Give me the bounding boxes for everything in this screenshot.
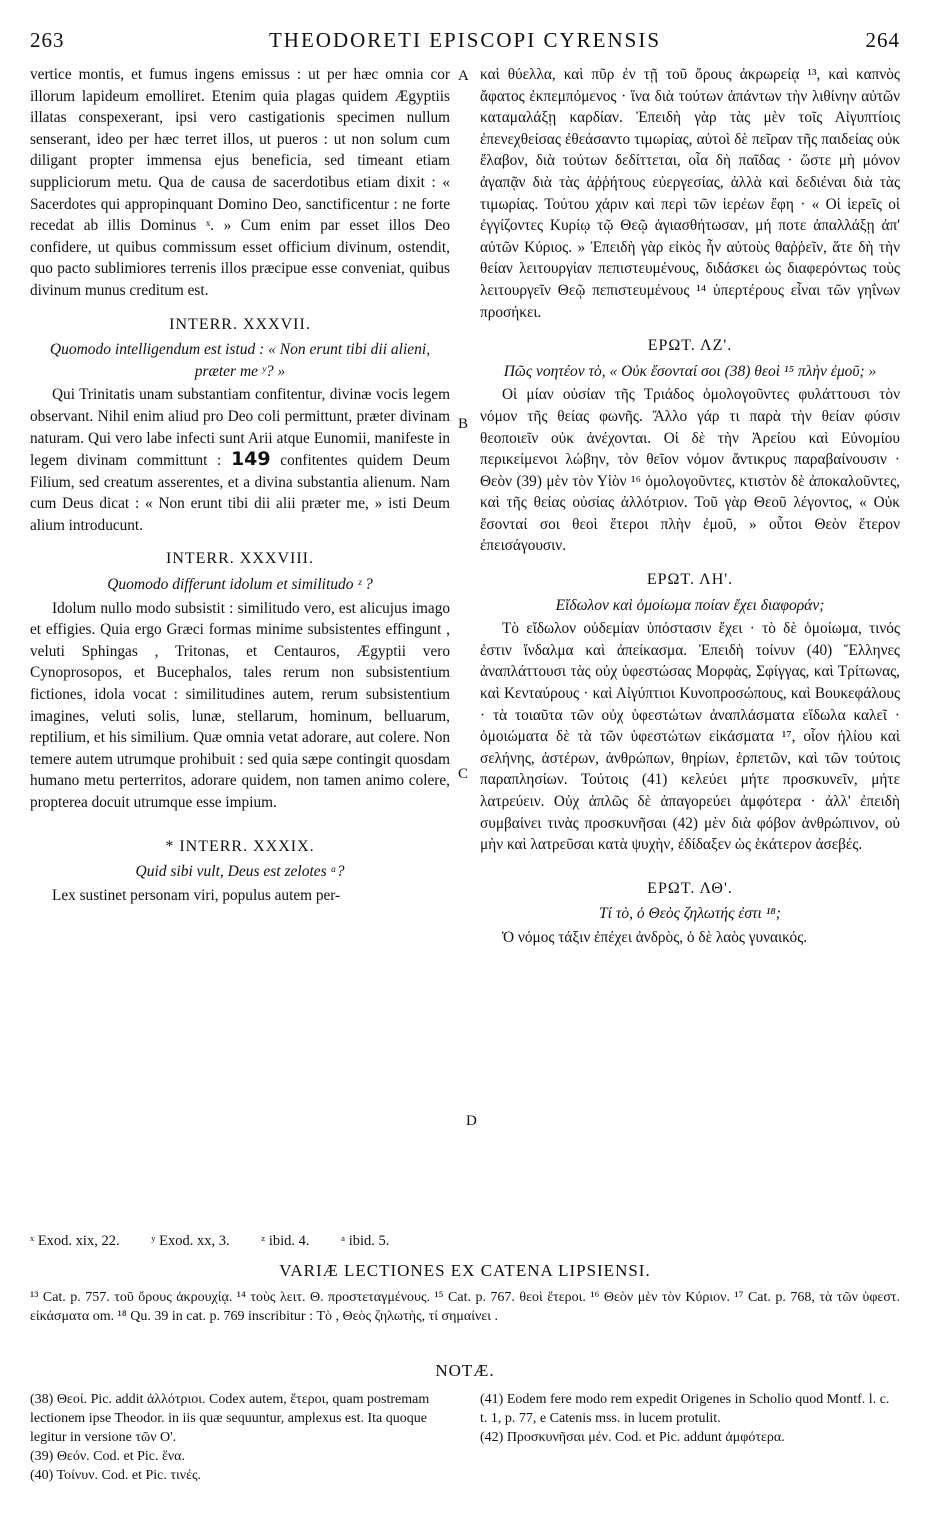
- latin-section-39-body: Lex sustinet personam viri, populus autem per-: [52, 886, 341, 904]
- margin-letter-c: C: [458, 766, 469, 782]
- latin-section-37-heading: INTERR. XXXVII.: [169, 315, 311, 333]
- notae-right: [480, 1390, 900, 1485]
- note-39: (39) Θεόν. Cod. et Pic. ἕνα.: [30, 1449, 186, 1464]
- greek-section-38-question: Εἴδωλον καὶ ὁμοίωμα ποίαν ἔχει διαφοράν;: [555, 596, 825, 614]
- greek-section-39-heading: ΕΡΩΤ. ΛΘ'.: [647, 879, 733, 897]
- footnote-a: ᵃ ibid. 5.: [341, 1233, 390, 1249]
- greek-intro: καὶ θύελλα, καὶ πῦρ ἐν τῇ τοῦ ὄρους ἀκρωρείᾳ ¹³, καὶ καπνὸς ἄφατος ἐκπεμπόμενος · ἵνα διὰ τούτων ἁπάντων τὴν λιθίνην αὐτῶν καταμαλάξῃ καρδίαν. Ἐπειδὴ γὰρ τὰς μὲν τοῖς Αἰγυπτίοις ἐπενεχθείσας ἐθεάσαντο τιμωρίας, αὐτοὶ δὲ πεῖραν τῆς παιδείας οὐκ ἔλαβον, διὰ τούτων δεδίττεται, οἷα δὴ παῖδας · ὥστε μὴ μόνον ἀγαπᾷν διὰ τὰς ἀῤῥήτους εὐεργεσίας, ἀλλὰ καὶ δεδιέναι διὰ τὰς τιμωρίας. Τούτου χάριν καὶ περὶ τῶν ἱερέων ἔφη · « Οἱ ἱερεῖς οἱ ἐγγίζοντες Κυρίῳ τῷ Θεῷ ἁγιασθήτωσαν, μή ποτε ἀπαλλάξῃ ἀπ' αὐτῶν Κύριος. » Ἐπειδὴ γὰρ εἰκὸς ἦν αὐτοὺς θαῤῥεῖν, ἅτε δὴ τὴν θείαν λειτουργίαν πεπιστευμένους, διδάσκει ὡς διαφερόντως τοὺς λειτουργεῖν Θεῷ πεπιστευμένους ¹⁴ ὑπερτέρους εἶναι τῶν γηΐνων προσήκει.: [480, 66, 900, 321]
- book-page: [30, 28, 900, 1518]
- margin-letter-d: D: [466, 1113, 477, 1129]
- latin-section-39-question: Quid sibi vult, Deus est zelotes ᵃ?: [135, 863, 345, 881]
- greek-column: [480, 64, 900, 949]
- latin-section-39-heading: * INTERR. XXXIX.: [165, 837, 315, 855]
- greek-section-37-heading: ΕΡΩΤ. ΛΖ'.: [647, 337, 733, 355]
- variae-lectiones-title: VARIÆ LECTIONES EX CATENA LIPSIENSI.: [279, 1261, 651, 1280]
- latin-section-37-question: Quomodo intelligendum est istud : « Non erunt tibi dii alieni, præter me ʸ? »: [49, 341, 431, 380]
- latin-s37-text-b: confitentes quidem Deum Filium, sed creatum asserentes, et a divina substantia alienum. Nam cum Deus dicat : « Non erunt tibi dii alii præter me, » isti Deum alium introducunt.: [30, 452, 451, 534]
- notae-left: [30, 1390, 450, 1485]
- latin-section-38-question: Quomodo differunt idolum et similitudo ᶻ ?: [107, 576, 373, 594]
- note-40: (40) Τοίνυν. Cod. et Pic. τινές.: [30, 1468, 201, 1483]
- latin-intro: vertice montis, et fumus ingens emissus : ut per hæc omnia cor illorum lapideum emolliret. Etenim quia plagas quidem Ægyptiis illatas conspexerant, ipsi vero castigationis specimen nullum senserant, ideo per hæc terret illos, ut pueros : ut non solum cum diligant propter immensa ejus beneficia, sed timeant etiam suppliciorum metu. Qua de causa de sacerdotibus etiam dixit : « Sacerdotes qui appropinquant Domino Deo, sanctificentur : ne forte recedat ab illis Dominus ˣ. » Cum enim par esset illos Deo confidere, ut quibus commissum esset officium divinum, ostendit, quo pacto sublimiores terrenis illos præcipue esse conveniat, quibus divinum munus creditum est.: [30, 66, 450, 299]
- page-mark-149: 149: [230, 448, 271, 471]
- footnote-z: ᶻ ibid. 4.: [261, 1233, 310, 1249]
- scripture-footnotes: [30, 1233, 900, 1250]
- notae-title: NOTÆ.: [435, 1361, 495, 1380]
- margin-letter-b: B: [458, 416, 469, 432]
- latin-section-37-body: [30, 384, 450, 536]
- running-header: [30, 28, 900, 58]
- greek-section-37-question: Πῶς νοητέον τὸ, « Οὐκ ἔσονταί σοι (38) θεοὶ ¹⁵ πλὴν ἐμοῦ; »: [503, 362, 877, 380]
- latin-column: [30, 64, 450, 949]
- page-number-left: 263: [30, 28, 65, 52]
- greek-section-39-question: Τί τὸ, ὁ Θεὸς ζηλωτής ἐστι ¹⁸;: [599, 905, 781, 923]
- page-number-right: 264: [865, 28, 900, 52]
- note-42: (42) Προσκυνῆσαι μέν. Cod. et Pic. addunt ἀμφότερα.: [480, 1430, 785, 1445]
- running-title: THEODORETI EPISCOPI CYRENSIS: [268, 28, 662, 52]
- margin-letter-a: A: [458, 68, 469, 84]
- latin-s37-text-a: Qui Trinitatis unam substantiam confitentur, divinæ vocis legem observant. Nihil enim aliud pro Deo coli permittunt, præter divinam naturam. Qui vero labe infecti sunt Arii atque Eunomii, manifeste in legem divinam committunt :: [30, 386, 450, 470]
- footnote-x: ˣ Exod. xix, 22.: [30, 1233, 120, 1249]
- latin-section-38-heading: INTERR. XXXVIII.: [166, 550, 314, 568]
- footnote-y: ʸ Exod. xx, 3.: [151, 1233, 230, 1249]
- greek-section-39-body: Ὁ νόμος τάξιν ἐπέχει ἀνδρὸς, ὁ δὲ λαὸς γυναικός.: [502, 928, 808, 946]
- note-38: (38) Θεοί. Pic. addit ἀλλότριοι. Codex autem, ἕτεροι, quam postremam lectionem ipse Theodor. in iis quæ sequuntur, amplexus est. Ita quoque legitur in versione τῶν Ο'.: [30, 1392, 430, 1445]
- greek-section-38-body: Τὸ εἴδωλον οὐδεμίαν ὑπόστασιν ἔχει · τὸ δὲ ὁμοίωμα, τινός ἐστιν ἴνδαλμα καὶ ἀπείκασμα. Ἐπειδὴ τοίνυν (40) Ἕλληνες ἀναπλάττουσι τὰς οὐχ ὑφεστώσας Μορφὰς, Σφίγγας, καὶ Τρίτωνας, καὶ Κενταύρους · καὶ Αἰγύπτιοι Κυνοπροσώπους, καὶ Βουκεφάλους · τὰ τοιαῦτα τῶν οὐχ ὑφεστώτων ἀναπλάσματα εἴδωλα καλεῖ · ὁμοιώματα δὲ τὰ τῶν ὑφεστώτων εἰκάσματα ¹⁷, οἷον ἡλίου καὶ σελήνης, ἀστέρων, ἀνθρώπων, θηρίων, ἑρπετῶν, καὶ τῶν τούτοις παραπλησίων. Τούτοις (41) κελεύει μήτε προσκυνεῖν, μήτε λατρεύειν. Οὐχ ἁπλῶς δὲ ἀπαγορεύει ἀμφότερα · ἀλλ' ἐπειδὴ συμβαίνει τινὰς προσκυνῆσαι (42) μὲν διὰ φόβον ἀνθρώπινον, οὐ μὴν καὶ λατρεῦσαι κατὰ ψυχὴν, ἐδίδαξεν ὡς ἑκάτερον ἀσεβές.: [480, 620, 900, 854]
- notae-columns: [30, 1390, 900, 1485]
- two-column-text: [30, 64, 900, 949]
- greek-section-37-body: Οἱ μίαν οὐσίαν τῆς Τριάδος ὁμολογοῦντες φυλάττουσι τὸν νόμον τῆς θείας φωνῆς. Ἄλλο γάρ τι παρὰ τὴν θείαν φύσιν θεοποιεῖν οὐκ ἀνέχονται. Οἱ δὲ τὴν Ἀρείου καὶ Εὐνομίου περικείμενοι λώβην, τὸν θεῖον νόμον ἄντικρυς παραβαίνουσιν · Θεὸν (39) μὲν τὸν Υἱὸν ¹⁶ ὁμολογοῦντες, κτιστὸν δὲ ἀποκαλοῦντες, καὶ τῆς θείας οὐσίας ἀλλότριον. Τοῦ γὰρ Θεοῦ λέγοντος, « Οὐκ ἔσονταί σοι θεοὶ ἕτεροι πλὴν ἐμοῦ, » οὗτοι Θεὸν ἕτερον ἐπεισάγουσιν.: [480, 386, 900, 555]
- variae-lectiones-text: ¹³ Cat. p. 757. τοῦ ὄρους ἀκρουχίᾳ. ¹⁴ τοὺς λειτ. Θ. προστεταγμένους. ¹⁵ Cat. p. 767. θεοὶ ἕτεροι. ¹⁶ Θεὸν μὲν τὸν Κύριον. ¹⁷ Cat. p. 768, τὰ τῶν ὑφεστ. εἰκάσματα om. ¹⁸ Qu. 39 in cat. p. 769 inscribitur : Τὸ , Θεὸς ζηλωτὴς, τί σημαίνει .: [30, 1290, 900, 1324]
- latin-section-38-body: Idolum nullo modo subsistit : similitudo vero, est alicujus imago et effigies. Quia ergo Græci formas minime subsistentes effingunt , veluti Sphingas , Tritonas, et Centauros, Ægyptii vero Cynoprosopos, et Bucephalos, tales rerum non subsistentium fictiones, idola vocat : similitudines autem, rerum subsistentium imagines, veluti solis, lunæ, stellarum, hominum, belluarum, reptilium, et his similium. Quæ omnia vetat adorare, aut colere. Non temere autem utrumque prohibuit : sed quia sæpe contingit quosdam humano metu perterritos, adorare quidem, non tamen animo colere, propterea docuit utrumque esse impium.: [30, 599, 450, 811]
- note-41: (41) Eodem fere modo rem expedit Origenes in Scholio quod Montf. l. c. t. 1, p. 77, e Catenis mss. in lucem protulit.: [480, 1392, 890, 1426]
- greek-section-38-heading: ΕΡΩΤ. ΛΗ'.: [646, 571, 734, 589]
